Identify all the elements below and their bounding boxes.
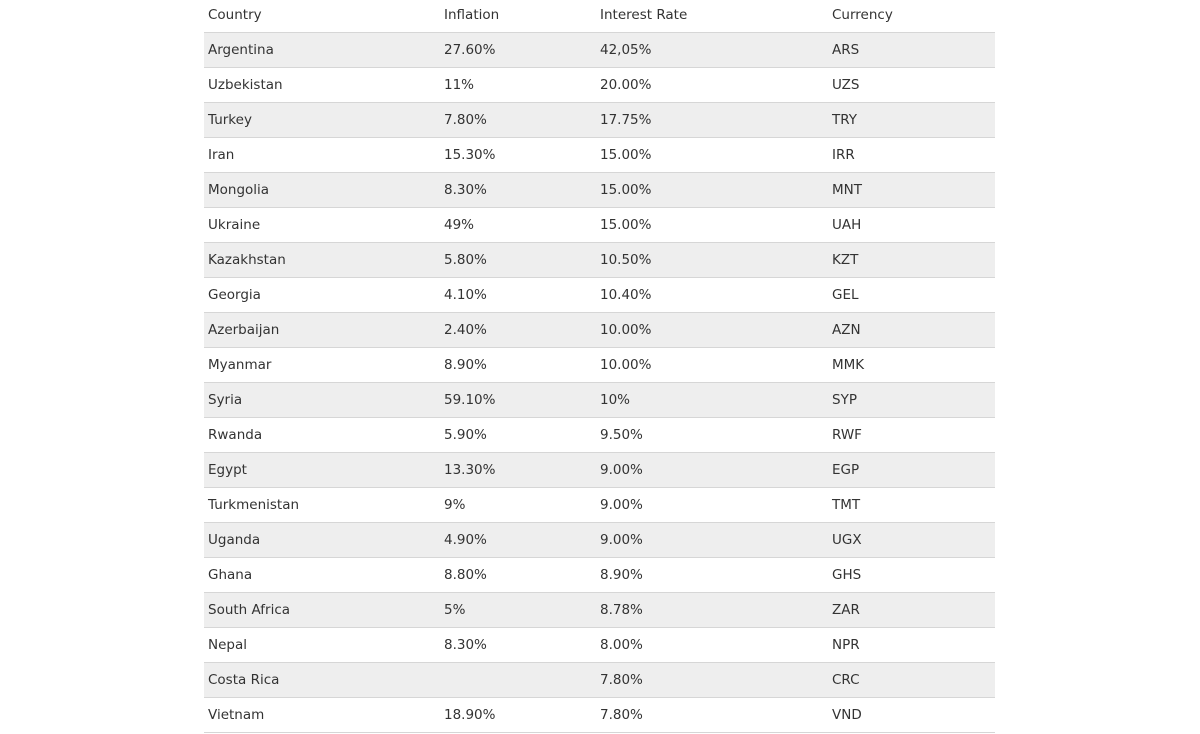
cell-interest-rate: 9.00%: [596, 488, 828, 523]
cell-currency: SYP: [828, 383, 995, 418]
data-table-container: [204, 0, 995, 733]
cell-country: Azerbaijan: [204, 313, 440, 348]
cell-interest-rate: 9.00%: [596, 523, 828, 558]
cell-inflation: 4.90%: [440, 523, 596, 558]
cell-currency: ZAR: [828, 593, 995, 628]
cell-country: Georgia: [204, 278, 440, 313]
cell-interest-rate: 9.00%: [596, 453, 828, 488]
cell-country: Rwanda: [204, 418, 440, 453]
cell-currency: CRC: [828, 663, 995, 698]
cell-country: Uzbekistan: [204, 68, 440, 103]
cell-interest-rate: 8.90%: [596, 558, 828, 593]
cell-currency: RWF: [828, 418, 995, 453]
cell-inflation: 15.30%: [440, 138, 596, 173]
cell-currency: TRY: [828, 103, 995, 138]
cell-interest-rate: 17.75%: [596, 103, 828, 138]
cell-inflation: 4.10%: [440, 278, 596, 313]
cell-inflation: 5%: [440, 593, 596, 628]
table-row: [204, 278, 995, 313]
cell-inflation: 27.60%: [440, 33, 596, 68]
table-body: [204, 33, 995, 733]
cell-country: Egypt: [204, 453, 440, 488]
cell-inflation: 13.30%: [440, 453, 596, 488]
table-row: [204, 523, 995, 558]
table-row: [204, 208, 995, 243]
cell-country: Syria: [204, 383, 440, 418]
cell-currency: UGX: [828, 523, 995, 558]
table-row: [204, 418, 995, 453]
table-row: [204, 33, 995, 68]
cell-currency: GEL: [828, 278, 995, 313]
column-header-inflation[interactable]: Inflation: [440, 0, 596, 33]
cell-inflation: 7.80%: [440, 103, 596, 138]
cell-interest-rate: 10%: [596, 383, 828, 418]
cell-country: Iran: [204, 138, 440, 173]
table-row: [204, 138, 995, 173]
cell-interest-rate: 15.00%: [596, 173, 828, 208]
cell-inflation: 5.80%: [440, 243, 596, 278]
table-row: [204, 593, 995, 628]
table-row: [204, 103, 995, 138]
cell-inflation: 11%: [440, 68, 596, 103]
cell-country: Ghana: [204, 558, 440, 593]
table-row: [204, 488, 995, 523]
cell-currency: ARS: [828, 33, 995, 68]
cell-currency: VND: [828, 698, 995, 733]
cell-country: Kazakhstan: [204, 243, 440, 278]
cell-country: South Africa: [204, 593, 440, 628]
cell-inflation: 8.90%: [440, 348, 596, 383]
cell-currency: UAH: [828, 208, 995, 243]
table-row: [204, 663, 995, 698]
table-row: [204, 558, 995, 593]
cell-country: Myanmar: [204, 348, 440, 383]
cell-country: Uganda: [204, 523, 440, 558]
cell-inflation: 2.40%: [440, 313, 596, 348]
cell-interest-rate: 8.00%: [596, 628, 828, 663]
cell-currency: IRR: [828, 138, 995, 173]
cell-currency: UZS: [828, 68, 995, 103]
cell-interest-rate: 10.00%: [596, 348, 828, 383]
table-row: [204, 383, 995, 418]
header-row: [204, 0, 995, 33]
table-row: [204, 68, 995, 103]
cell-interest-rate: 42,05%: [596, 33, 828, 68]
cell-interest-rate: 15.00%: [596, 208, 828, 243]
cell-interest-rate: 10.50%: [596, 243, 828, 278]
cell-country: Costa Rica: [204, 663, 440, 698]
cell-interest-rate: 10.00%: [596, 313, 828, 348]
column-header-interest-rate[interactable]: Interest Rate: [596, 0, 828, 33]
table-row: [204, 453, 995, 488]
cell-currency: NPR: [828, 628, 995, 663]
cell-interest-rate: 7.80%: [596, 663, 828, 698]
table-header: [204, 0, 995, 33]
cell-inflation: 49%: [440, 208, 596, 243]
cell-inflation: 8.30%: [440, 628, 596, 663]
table-row: [204, 628, 995, 663]
table-row: [204, 173, 995, 208]
cell-currency: GHS: [828, 558, 995, 593]
cell-country: Turkmenistan: [204, 488, 440, 523]
cell-interest-rate: 8.78%: [596, 593, 828, 628]
cell-currency: KZT: [828, 243, 995, 278]
table-row: [204, 243, 995, 278]
cell-interest-rate: 15.00%: [596, 138, 828, 173]
cell-interest-rate: 10.40%: [596, 278, 828, 313]
cell-country: Mongolia: [204, 173, 440, 208]
cell-inflation: 9%: [440, 488, 596, 523]
column-header-country[interactable]: Country: [204, 0, 440, 33]
cell-currency: MNT: [828, 173, 995, 208]
rates-table: [204, 0, 995, 733]
cell-currency: AZN: [828, 313, 995, 348]
cell-interest-rate: 20.00%: [596, 68, 828, 103]
cell-inflation: 5.90%: [440, 418, 596, 453]
column-header-currency[interactable]: Currency: [828, 0, 995, 33]
table-row: [204, 698, 995, 733]
table-row: [204, 313, 995, 348]
cell-country: Argentina: [204, 33, 440, 68]
cell-interest-rate: 7.80%: [596, 698, 828, 733]
cell-inflation: 8.80%: [440, 558, 596, 593]
cell-inflation: 59.10%: [440, 383, 596, 418]
cell-currency: TMT: [828, 488, 995, 523]
cell-inflation: 8.30%: [440, 173, 596, 208]
cell-country: Ukraine: [204, 208, 440, 243]
cell-currency: EGP: [828, 453, 995, 488]
cell-inflation: [440, 663, 596, 698]
cell-country: Turkey: [204, 103, 440, 138]
cell-inflation: 18.90%: [440, 698, 596, 733]
table-row: [204, 348, 995, 383]
cell-currency: MMK: [828, 348, 995, 383]
cell-country: Nepal: [204, 628, 440, 663]
cell-country: Vietnam: [204, 698, 440, 733]
cell-interest-rate: 9.50%: [596, 418, 828, 453]
